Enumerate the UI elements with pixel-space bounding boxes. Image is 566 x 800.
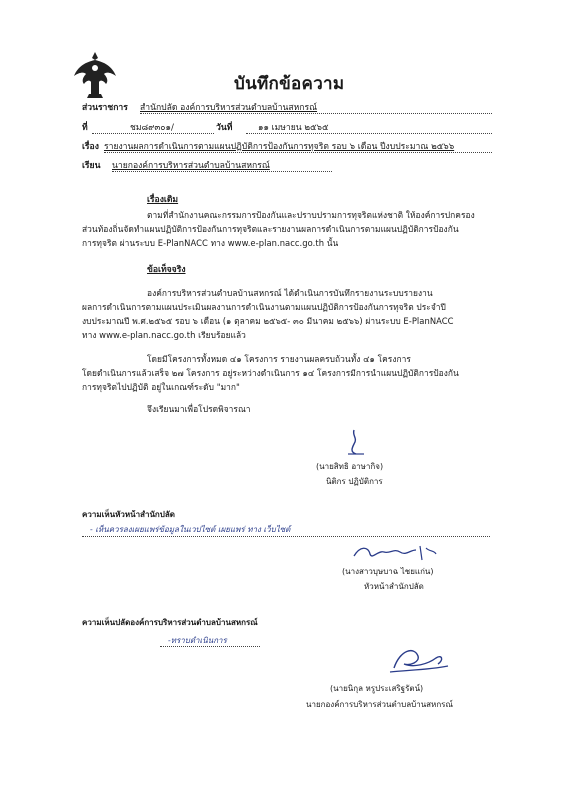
section2-p1-line-2: ผลการดำเนินการตามแผนประเมินผลงานการดำเนินงานตามแผนปฏิบัติการป้องกันการทุจริต ประจำปี bbox=[82, 302, 446, 312]
opinion-head-handwriting: - เห็นควรลงเผยแพร่ข้อมูลในเวปไซต์ เผยแพร่ ทาง เว็บไซต์ bbox=[90, 525, 291, 534]
section1-line-3: การทุจริต ผ่านระบบ E-PlanNACC ทาง www.e-plan.nacc.go.th นั้น bbox=[82, 238, 339, 248]
opinion-deputy-label: ความเห็นปลัดองค์การบริหารส่วนตำบลบ้านสหกรณ์ bbox=[82, 618, 258, 627]
signature-1-name: (นายสิทธิ อาษากิจ) bbox=[316, 462, 384, 471]
garuda-emblem bbox=[72, 50, 118, 100]
opinion-deputy-dotline bbox=[160, 646, 260, 647]
subject-label: เรื่อง bbox=[82, 142, 99, 152]
signature-3-name: (นายนิกุล หรูประเสริฐรัตน์) bbox=[330, 684, 424, 693]
date-dotline bbox=[246, 133, 492, 134]
section1-line-1: ตามที่สำนักงานคณะกรรมการป้องกันและปราบปรามการทุจริตแห่งชาติ ให้องค์การปกครอง bbox=[147, 210, 475, 220]
to-dotline bbox=[112, 171, 332, 172]
section1-line-2: ส่วนท้องถิ่นจัดทำแผนปฏิบัติการป้องกันการทุจริตและรายงานผลการดำเนินการตามแผนปฏิบัติการป้องกัน bbox=[82, 224, 459, 234]
subject-value: รายงานผลการดำเนินการตามแผนปฏิบัติการป้องกันการทุจริต รอบ ๖ เดือน ปีงบประมาณ ๒๕๖๖ bbox=[104, 142, 455, 152]
agency-value: สำนักปลัด องค์การบริหารส่วนตำบลบ้านสหกรณ์ bbox=[140, 103, 318, 113]
section-original-heading: เรื่องเดิม bbox=[147, 195, 179, 205]
section2-p1-line-1: องค์การบริหารส่วนตำบลบ้านสหกรณ์ ได้ดำเนินการบันทึกรายงานระบบรายงาน bbox=[147, 288, 433, 298]
signature-3-mark bbox=[384, 640, 454, 678]
ref-value: ชม๘๙๓๐๑/ bbox=[130, 123, 174, 133]
subject-dotline bbox=[104, 152, 492, 153]
date-label: วันที่ bbox=[216, 123, 233, 133]
signature-2-name: (นางสาวบุษบาฉ ไชยแก่น) bbox=[342, 567, 434, 576]
signature-2-mark bbox=[350, 542, 440, 564]
section2-p2-line-2: โดยดำเนินการแล้วเสร็จ ๒๗ โครงการ อยู่ระหว่างดำเนินการ ๑๔ โครงการมีการนำแผนปฏิบัติการป้องกัน bbox=[82, 368, 459, 378]
date-value: ๑๑ เมษายน ๒๕๖๕ bbox=[258, 123, 329, 133]
signature-1-position: นิติกร ปฏิบัติการ bbox=[326, 477, 383, 486]
agency-label: ส่วนราชการ bbox=[82, 103, 128, 113]
ref-dotline bbox=[92, 133, 214, 134]
section2-p2-line-1: โดยมีโครงการทั้งหมด ๔๑ โครงการ รายงานผลครบถ้วนทั้ง ๔๑ โครงการ bbox=[147, 354, 411, 364]
opinion-head-label: ความเห็นหัวหน้าสำนักปลัด bbox=[82, 510, 175, 519]
signature-2-position: หัวหน้าสำนักปลัด bbox=[364, 582, 424, 591]
opinion-deputy-handwriting: -ทราบดำเนินการ bbox=[168, 636, 227, 645]
section2-p1-line-4: ทาง www.e-plan.nacc.go.th เรียบร้อยแล้ว bbox=[82, 330, 246, 340]
ref-label: ที่ bbox=[82, 123, 88, 133]
section2-p1-line-3: งบประมาณปี พ.ศ.๒๕๖๕ รอบ ๖ เดือน (๑ ตุลาคม ๒๕๖๕- ๓๐ มีนาคม ๒๕๖๖) ผ่านระบบ E-PlanNACC bbox=[82, 316, 454, 326]
to-value: นายกองค์การบริหารส่วนตำบลบ้านสหกรณ์ bbox=[112, 161, 270, 171]
to-label: เรียน bbox=[82, 161, 101, 171]
signature-3-position: นายกองค์การบริหารส่วนตำบลบ้านสหกรณ์ bbox=[306, 700, 453, 709]
closing-line: จึงเรียนมาเพื่อโปรดพิจารณา bbox=[147, 404, 251, 414]
opinion-head-dotline bbox=[82, 536, 490, 537]
signature-1-mark bbox=[340, 428, 370, 458]
section-facts-heading: ข้อเท็จจริง bbox=[147, 265, 186, 275]
memo-title: บันทึกข้อความ bbox=[234, 74, 345, 94]
agency-dotline bbox=[140, 113, 492, 114]
section2-p2-line-3: การทุจริตไปปฏิบัติ อยู่ในเกณฑ์ระดับ "มาก" bbox=[82, 382, 240, 392]
